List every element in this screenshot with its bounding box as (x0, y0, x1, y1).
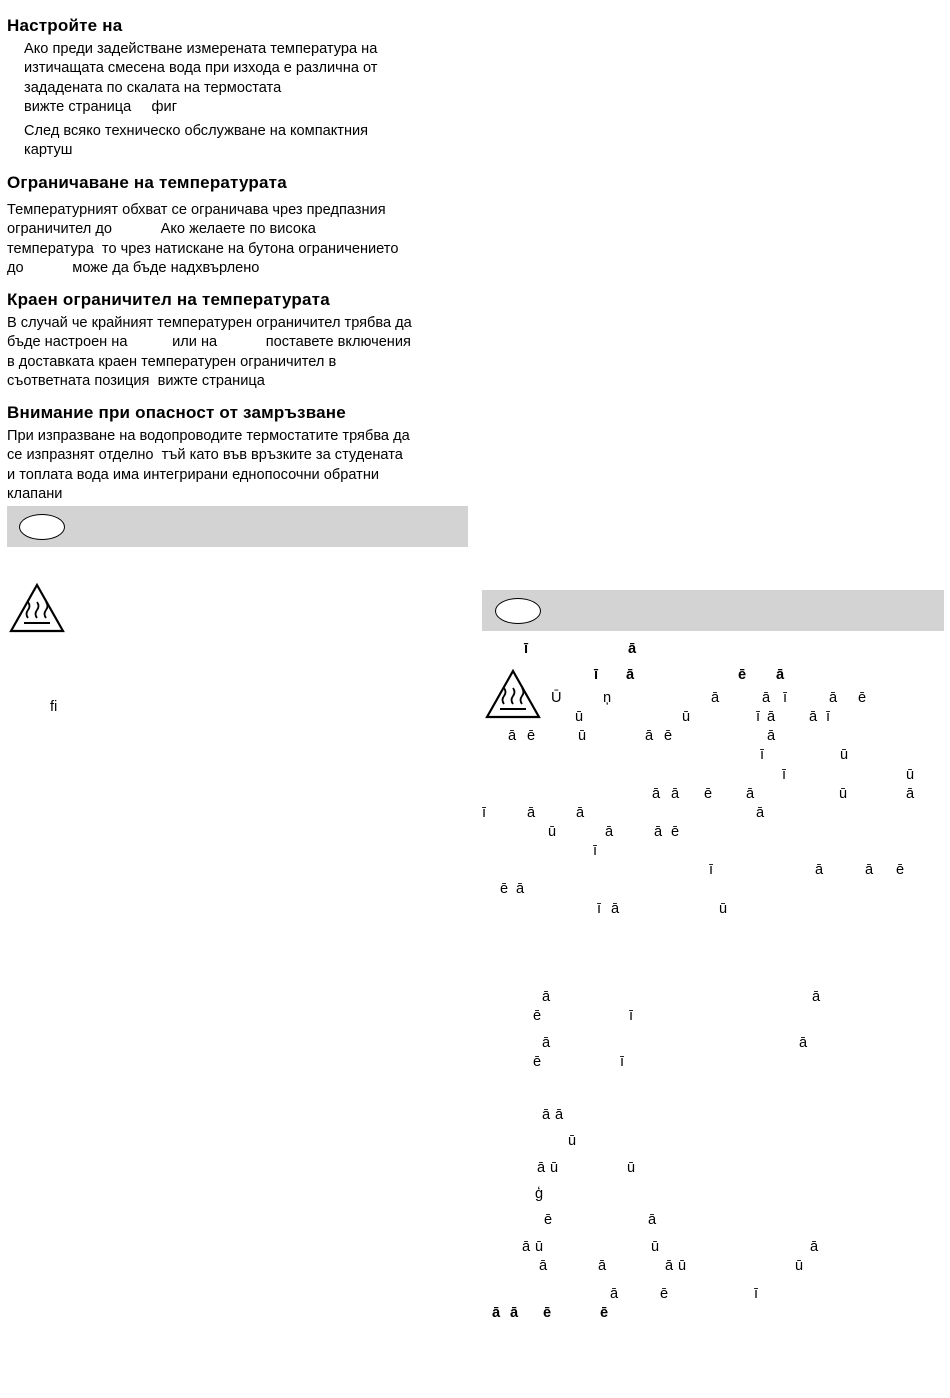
glyph: ē (527, 728, 536, 744)
glyph: ē (738, 667, 747, 683)
glyph: Ū (551, 690, 562, 706)
glyph: ū (906, 767, 915, 783)
glyph: ā (799, 1035, 808, 1051)
glyph: ā (542, 1107, 551, 1123)
glyph: ū (575, 709, 584, 725)
glyph: ī (597, 901, 602, 917)
glyph: ē (896, 862, 905, 878)
setup-paragraph-service: След всяко техническо обслужване на компактния картуш (24, 123, 369, 159)
glyph: ī (782, 767, 787, 783)
glyph: ā (815, 862, 824, 878)
glyph: ā (810, 1239, 819, 1255)
glyph: ī (594, 667, 599, 683)
glyph: ī (629, 1008, 634, 1024)
glyph: ā (767, 709, 776, 725)
glyph: ū (795, 1258, 804, 1274)
glyph: ā (648, 1212, 657, 1228)
glyph: ā (510, 1305, 519, 1321)
glyph: ū (719, 901, 728, 917)
glyph: ā (610, 1286, 619, 1302)
glyph: ē (543, 1305, 552, 1321)
glyph: ī (482, 805, 487, 821)
glyph: ā (539, 1258, 548, 1274)
glyph: ē (660, 1286, 669, 1302)
hot-surface-warning-icon (485, 668, 541, 720)
glyph: ē (544, 1212, 553, 1228)
section-title-setup: Настройте на (7, 16, 123, 35)
glyph: ā (492, 1305, 501, 1321)
glyph: ū (535, 1239, 544, 1255)
glyph: ā (555, 1107, 564, 1123)
glyph: ā (516, 881, 525, 897)
glyph: ū (840, 747, 849, 763)
glyph: ī (754, 1286, 759, 1302)
glyph: ē (533, 1008, 542, 1024)
frost-warning-paragraph: При изпразване на водопроводите термостатите трябва да се изпразнят отделно тъй като във връзките за студената и топлата вода има интегрирани еднопосочни обратни клапани (7, 428, 410, 502)
language-badge-oval (495, 598, 541, 624)
glyph: ā (522, 1239, 531, 1255)
glyph: ņ (603, 690, 612, 706)
glyph: ī (709, 862, 714, 878)
glyph: ē (664, 728, 673, 744)
glyph: ā (537, 1160, 546, 1176)
glyph: ē (858, 690, 867, 706)
glyph: ī (756, 709, 761, 725)
glyph: ē (533, 1054, 542, 1070)
glyph: ū (568, 1133, 577, 1149)
glyph: ū (550, 1160, 559, 1176)
glyph: ā (605, 824, 614, 840)
glyph: ā (756, 805, 765, 821)
glyph: ī (760, 747, 765, 763)
glyph: ā (762, 690, 771, 706)
glyph: ū (678, 1258, 687, 1274)
glyph: ī (620, 1054, 625, 1070)
glyph: ā (767, 728, 776, 744)
glyph: ī (524, 641, 529, 657)
glyph: ā (809, 709, 818, 725)
glyph: ā (746, 786, 755, 802)
glyph: ā (645, 728, 654, 744)
hot-surface-warning-icon (9, 582, 65, 634)
glyph: ā (865, 862, 874, 878)
glyph: ā (542, 1035, 551, 1051)
language-badge-oval (19, 514, 65, 540)
glyph: ā (508, 728, 517, 744)
temperature-limit-paragraph: Температурният обхват се ограничава чрез предпазния ограничител до Ако желаете по висока температура то чрез натискане на бутона ограничението до може да бъде надхвърлено (7, 202, 399, 276)
glyph: ā (542, 989, 551, 1005)
glyph: ā (654, 824, 663, 840)
glyph: ā (812, 989, 821, 1005)
language-header-bar-left (7, 506, 468, 547)
glyph: ā (628, 641, 637, 657)
glyph: ā (776, 667, 785, 683)
glyph: ā (527, 805, 536, 821)
glyph: ā (671, 786, 680, 802)
glyph: ū (548, 824, 557, 840)
glyph: ē (704, 786, 713, 802)
glyph: ģ (535, 1186, 544, 1202)
stray-glyph: ﬁ (50, 699, 58, 715)
glyph: ā (711, 690, 720, 706)
glyph: ū (839, 786, 848, 802)
glyph: ū (578, 728, 587, 744)
glyph: ā (652, 786, 661, 802)
glyph: ā (576, 805, 585, 821)
glyph: ū (682, 709, 691, 725)
glyph: ū (627, 1160, 636, 1176)
setup-paragraph: Ако преди задействане измерената температура на изтичащата смесена вода при изхода е различна от зададената по скалата на термостата вижте страница фиг (24, 41, 378, 115)
glyph: ī (826, 709, 831, 725)
section-title-frost-warning: Внимание при опасност от замръзване (7, 403, 346, 422)
section-title-end-limiter: Краен ограничител на температурата (7, 290, 330, 309)
glyph: ē (671, 824, 680, 840)
glyph: ā (665, 1258, 674, 1274)
glyph: ī (783, 690, 788, 706)
glyph: ā (829, 690, 838, 706)
glyph: ī (593, 843, 598, 859)
end-limiter-paragraph: В случай че крайният температурен ограничител трябва да бъде настроен на или на поставете включения в доставката краен температурен ограничител в съответната позиция вижте страница (7, 315, 412, 389)
glyph: ē (500, 881, 509, 897)
glyph: ē (600, 1305, 609, 1321)
glyph: ā (598, 1258, 607, 1274)
glyph: ā (611, 901, 620, 917)
language-header-bar-right (482, 590, 944, 631)
glyph: ā (626, 667, 635, 683)
glyph: ā (906, 786, 915, 802)
glyph: ū (651, 1239, 660, 1255)
section-title-temperature-limit: Ограничаване на температурата (7, 173, 287, 192)
